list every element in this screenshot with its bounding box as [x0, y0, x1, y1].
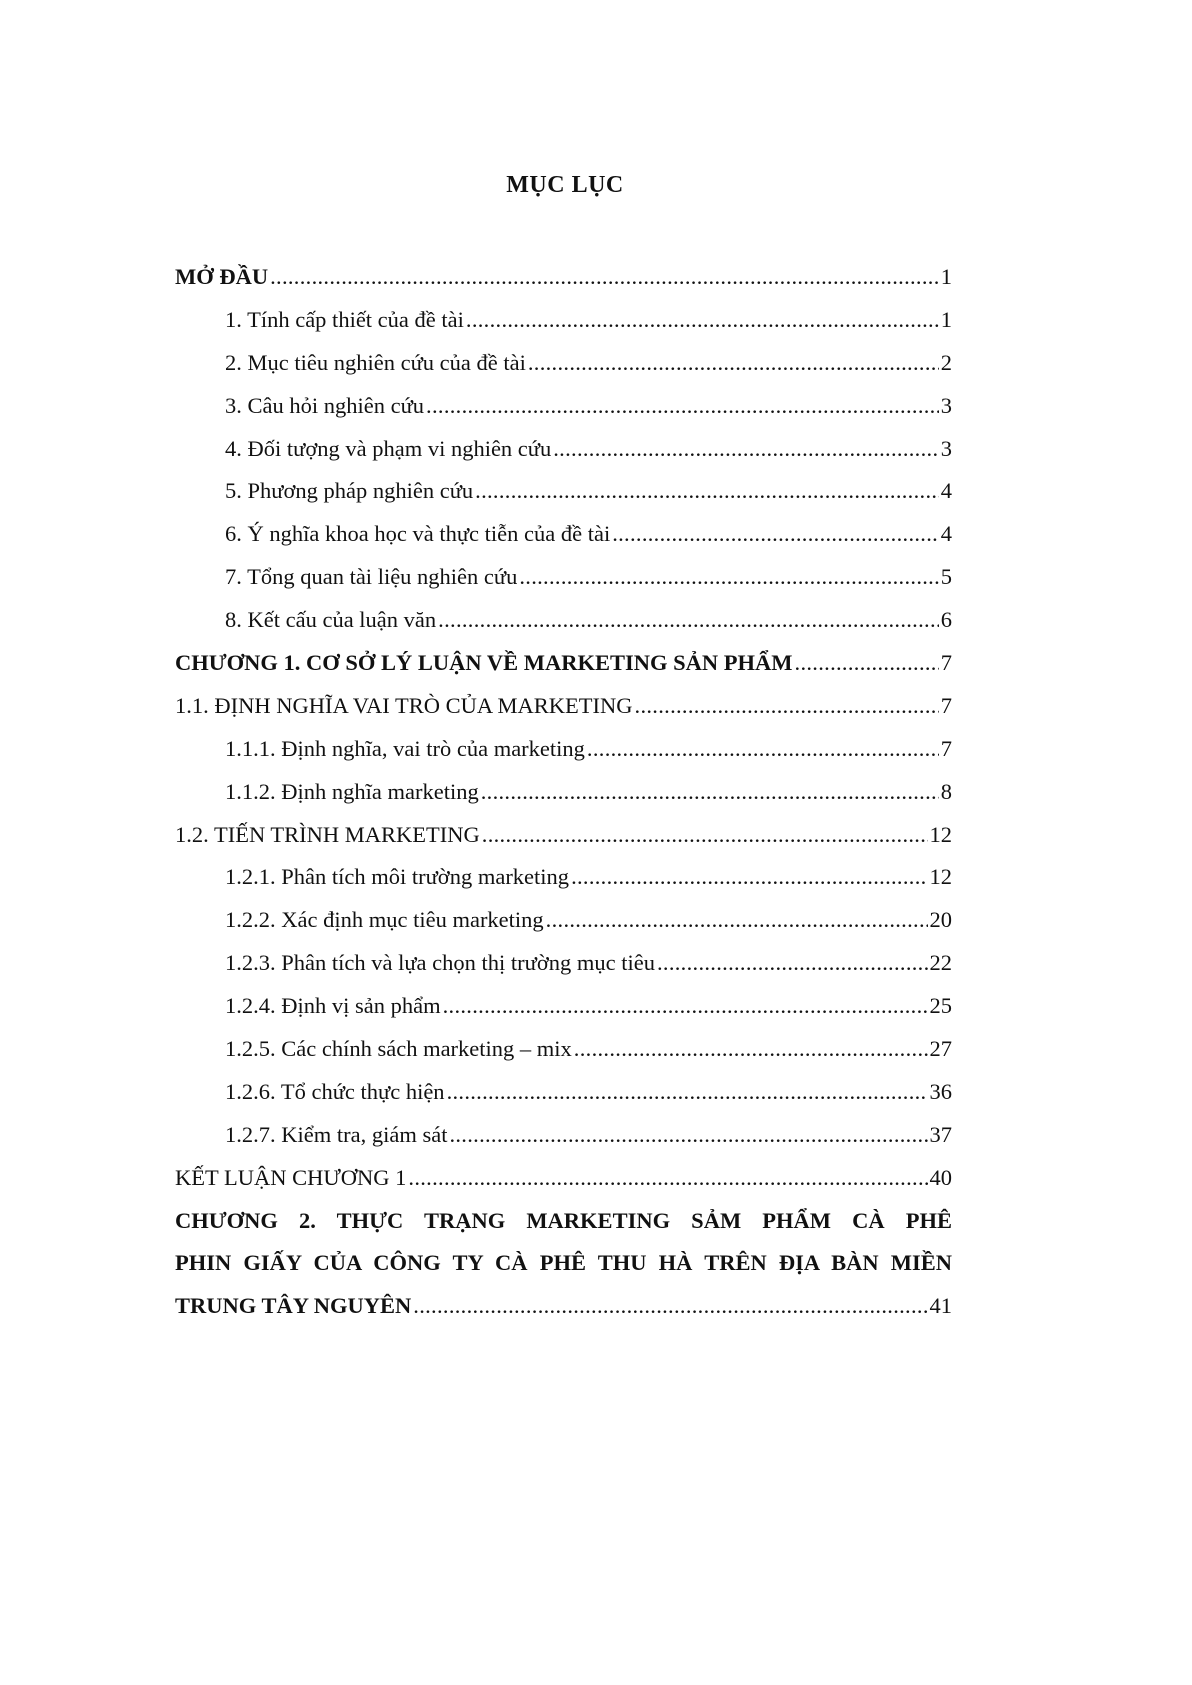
toc-entry — [175, 1157, 952, 1200]
toc-entry-page: 12 — [929, 821, 952, 847]
toc-entry — [175, 856, 952, 899]
toc-entry — [175, 342, 952, 385]
toc-entry — [175, 470, 952, 513]
toc-entry-page: 27 — [929, 1036, 952, 1062]
toc-entry — [175, 1071, 952, 1114]
dot-leader — [466, 299, 939, 342]
toc-entry-text: 1.2.6. Tổ chức thực hiện — [225, 1078, 445, 1104]
toc-entry-text: 1.2.1. Phân tích môi trường marketing — [225, 864, 570, 890]
dot-leader — [574, 1028, 928, 1071]
toc-entry-chapter-2 — [175, 1200, 952, 1329]
toc-entry-text-line-2: PHIN GIẤY CỦA CÔNG TY CÀ PHÊ THU HÀ TRÊN ĐỊA BÀN MIỀN — [175, 1250, 952, 1276]
toc-entry-page: 7 — [940, 735, 952, 761]
toc-entry-page: 7 — [940, 650, 952, 676]
toc-entry — [175, 942, 952, 985]
toc-entry-text: 1.2.7. Kiểm tra, giám sát — [225, 1121, 448, 1147]
toc-entry — [175, 385, 952, 428]
toc-entry-text: 1.2.3. Phân tích và lựa chọn thị trường mục tiêu — [225, 950, 655, 976]
toc-entry-page: 36 — [929, 1078, 952, 1104]
toc-entry — [175, 899, 952, 942]
toc-entry-text: 3. Câu hỏi nghiên cứu — [225, 392, 425, 418]
toc-entry-page: 3 — [940, 392, 952, 418]
toc-entry-page: 2 — [940, 349, 952, 375]
dot-leader — [553, 428, 939, 471]
toc-entry-text: 1.2.4. Định vị sản phẩm — [225, 993, 441, 1019]
toc-entry — [175, 728, 952, 771]
toc-entry-text: 1.2. TIẾN TRÌNH MARKETING — [175, 821, 480, 847]
toc-entry-text: MỞ ĐẦU — [175, 264, 269, 289]
toc-entry-text: 7. Tổng quan tài liệu nghiên cứu — [225, 564, 518, 590]
dot-leader — [795, 642, 939, 685]
toc-entry-page: 5 — [940, 564, 952, 590]
dot-leader — [587, 728, 939, 771]
toc-entry-text: 5. Phương pháp nghiên cứu — [225, 478, 474, 504]
toc-entry-text: 1.1. ĐỊNH NGHĨA VAI TRÒ CỦA MARKETING — [175, 692, 633, 718]
toc-entry-text: KẾT LUẬN CHƯƠNG 1 — [175, 1164, 407, 1190]
dot-leader — [270, 256, 939, 299]
toc-entry-page: 40 — [929, 1164, 952, 1190]
toc-entry-text: 1.1.2. Định nghĩa marketing — [225, 778, 479, 804]
toc-entry-page: 25 — [929, 993, 952, 1019]
toc-entry — [175, 814, 952, 857]
table-of-contents — [175, 256, 952, 1328]
toc-entry-page: 7 — [940, 692, 952, 718]
page-title: MỤC LỤC — [506, 172, 624, 198]
toc-entry — [175, 1028, 952, 1071]
toc-entry-page: 12 — [929, 864, 952, 890]
toc-entry — [175, 985, 952, 1028]
dot-leader — [482, 814, 928, 857]
toc-entry — [175, 685, 952, 728]
dot-leader — [438, 599, 939, 642]
toc-entry-text: CHƯƠNG 1. CƠ SỞ LÝ LUẬN VỀ MARKETING SẢN PHẨM — [175, 650, 793, 676]
dot-leader — [546, 899, 928, 942]
dot-leader — [657, 942, 928, 985]
toc-entry-text: 1.2.2. Xác định mục tiêu marketing — [225, 907, 544, 933]
toc-entry-page: 3 — [940, 435, 952, 461]
dot-leader — [475, 470, 939, 513]
toc-entry-page: 20 — [929, 907, 952, 933]
dot-leader — [635, 685, 939, 728]
toc-entry-text-line-3: TRUNG TÂY NGUYÊN — [175, 1293, 412, 1319]
toc-entry-last-line — [175, 1285, 952, 1328]
toc-entry-page: 22 — [929, 950, 952, 976]
toc-entry — [175, 428, 952, 471]
toc-entry-chapter-1 — [175, 642, 952, 685]
toc-entry-page: 6 — [940, 607, 952, 633]
toc-entry-page: 4 — [940, 478, 952, 504]
dot-leader — [426, 385, 939, 428]
toc-entry-page: 41 — [929, 1293, 952, 1319]
toc-entry — [175, 299, 952, 342]
toc-entry-text: 8. Kết cấu của luận văn — [225, 607, 437, 633]
toc-entry-page: 1 — [940, 306, 952, 332]
toc-entry-page: 4 — [940, 521, 952, 547]
toc-entry-text: 1.1.1. Định nghĩa, vai trò của marketing — [225, 735, 585, 761]
dot-leader — [528, 342, 939, 385]
toc-entry — [175, 256, 952, 299]
toc-entry — [175, 771, 952, 814]
dot-leader — [443, 985, 928, 1028]
toc-entry — [175, 513, 952, 556]
dot-leader — [447, 1071, 928, 1114]
dot-leader — [449, 1114, 927, 1157]
toc-entry-page: 1 — [940, 264, 952, 289]
toc-entry-text: 4. Đối tượng và phạm vi nghiên cứu — [225, 435, 552, 461]
toc-entry — [175, 599, 952, 642]
dot-leader — [612, 513, 939, 556]
toc-entry — [175, 1114, 952, 1157]
toc-entry-page: 37 — [929, 1121, 952, 1147]
toc-entry-text: 1. Tính cấp thiết của đề tài — [225, 306, 464, 332]
toc-entry-text: 6. Ý nghĩa khoa học và thực tiễn của đề tài — [225, 521, 611, 547]
dot-leader — [413, 1285, 927, 1328]
toc-entry-text-line-1: CHƯƠNG 2. THỰC TRẠNG MARKETING SẢM PHẨM CÀ PHÊ — [175, 1207, 952, 1233]
dot-leader — [481, 771, 939, 814]
dot-leader — [519, 556, 938, 599]
toc-entry — [175, 556, 952, 599]
toc-entry-text: 2. Mục tiêu nghiên cứu của đề tài — [225, 349, 526, 375]
dot-leader — [571, 856, 927, 899]
toc-entry-text: 1.2.5. Các chính sách marketing – mix — [225, 1036, 572, 1062]
toc-entry-page: 8 — [940, 778, 952, 804]
dot-leader — [408, 1157, 927, 1200]
